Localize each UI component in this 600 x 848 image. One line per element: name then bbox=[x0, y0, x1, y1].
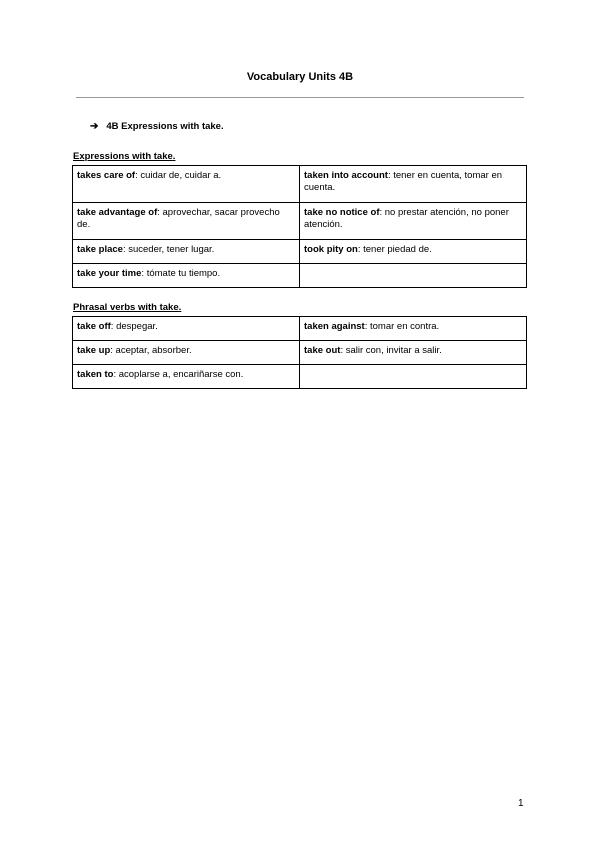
term: taken to bbox=[77, 369, 114, 380]
definition: : tener en cuenta, tomar en cuenta. bbox=[304, 170, 503, 193]
term: takes care of bbox=[77, 170, 136, 181]
table-row bbox=[73, 341, 527, 365]
definition: : tomar en contra. bbox=[364, 321, 440, 332]
section-bullet bbox=[90, 121, 224, 132]
table-cell bbox=[300, 203, 527, 240]
section-heading-phrasal-verbs: Phrasal verbs with take. bbox=[73, 302, 182, 313]
term: taken against bbox=[304, 321, 365, 332]
table-row bbox=[73, 166, 527, 203]
definition: : despegar. bbox=[110, 321, 158, 332]
table-cell-empty bbox=[300, 264, 527, 288]
definition: : aprovechar, sacar provecho de. bbox=[77, 207, 280, 230]
table-cell bbox=[300, 166, 527, 203]
definition: : no prestar atención, no poner atención. bbox=[304, 207, 509, 230]
table-row bbox=[73, 264, 527, 288]
term: take off bbox=[77, 321, 111, 332]
term: taken into account bbox=[304, 170, 388, 181]
table-cell-empty bbox=[300, 365, 527, 389]
table-row bbox=[73, 240, 527, 264]
page-number: 1 bbox=[518, 798, 524, 809]
table-cell bbox=[300, 240, 527, 264]
definition: : tómate tu tiempo. bbox=[141, 268, 221, 279]
definition: : salir con, invitar a salir. bbox=[340, 345, 442, 356]
term: take no notice of bbox=[304, 207, 380, 218]
title-divider bbox=[76, 97, 524, 98]
table-cell bbox=[73, 203, 300, 240]
table-cell bbox=[73, 166, 300, 203]
table-cell bbox=[300, 317, 527, 341]
phrasal-verbs-table bbox=[72, 316, 527, 389]
table-row bbox=[73, 365, 527, 389]
table-row bbox=[73, 317, 527, 341]
table-cell bbox=[73, 341, 300, 365]
expressions-table bbox=[72, 165, 527, 288]
table-cell bbox=[73, 317, 300, 341]
bullet-text: 4B Expressions with take. bbox=[106, 121, 224, 132]
table-cell bbox=[73, 264, 300, 288]
table-cell bbox=[300, 341, 527, 365]
term: take out bbox=[304, 345, 341, 356]
definition: : tener piedad de. bbox=[357, 244, 432, 255]
definition: : aceptar, absorber. bbox=[110, 345, 192, 356]
term: take up bbox=[77, 345, 111, 356]
term: take place bbox=[77, 244, 123, 255]
term: take advantage of bbox=[77, 207, 158, 218]
definition: : acoplarse a, encariñarse con. bbox=[113, 369, 244, 380]
definition: : suceder, tener lugar. bbox=[122, 244, 215, 255]
page-title: Vocabulary Units 4B bbox=[246, 71, 354, 83]
section-heading-expressions: Expressions with take. bbox=[73, 151, 176, 162]
table-row bbox=[73, 203, 527, 240]
definition: : cuidar de, cuidar a. bbox=[135, 170, 222, 181]
term: took pity on bbox=[304, 244, 358, 255]
term: take your time bbox=[77, 268, 142, 279]
right-arrow-icon: ➔ bbox=[90, 121, 99, 132]
table-cell bbox=[73, 240, 300, 264]
table-cell bbox=[73, 365, 300, 389]
